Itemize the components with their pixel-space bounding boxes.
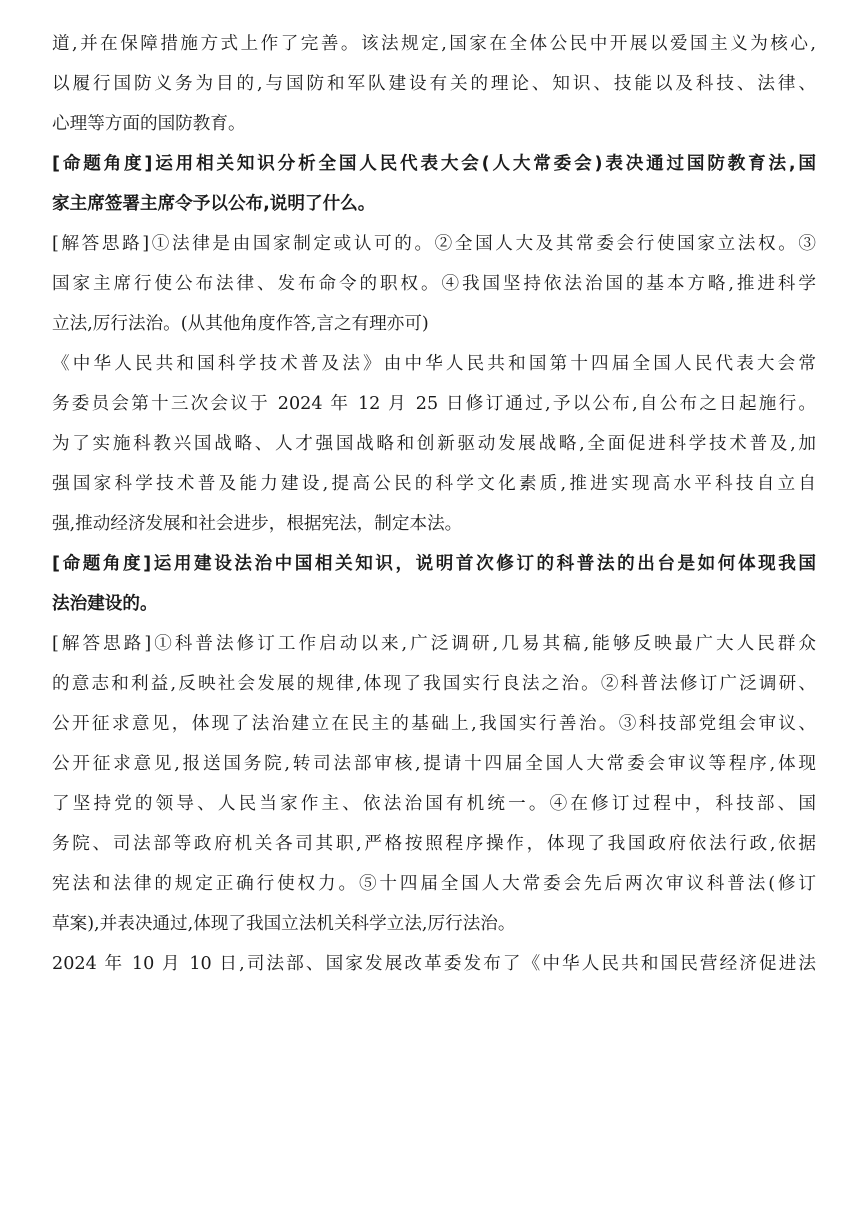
question-angle-heading: 家主席签署主席令予以公布,说明了什么。 (52, 194, 376, 214)
answer-approach-line: [解答思路]①科普法修订工作启动以来,广泛调研,几易其稿,能够反映最广大人民群众 (52, 634, 816, 654)
paragraph-line: 强国家科学技术普及能力建设,提高公民的科学文化素质,推进实现高水平科技自立自 (52, 474, 816, 494)
question-angle-heading: [命题角度]运用相关知识分析全国人民代表大会(人大常委会)表决通过国防教育法,国 (52, 154, 816, 174)
paragraph-line: 《中华人民共和国科学技术普及法》由中华人民共和国第十四届全国人民代表大会常 (52, 354, 816, 374)
paragraph-line: 心理等方面的国防教育。 (52, 114, 246, 134)
paragraph-line: 强,推动经济发展和社会进步，根据宪法，制定本法。 (52, 514, 463, 534)
answer-approach-line: 务院、司法部等政府机关各司其职,严格按照程序操作，体现了我国政府依法行政,依据 (52, 834, 816, 854)
document-page (52, 24, 816, 984)
question-angle-heading: [命题角度]运用建设法治中国相关知识，说明首次修订的科普法的出台是如何体现我国 (52, 554, 816, 574)
paragraph-line: 务委员会第十三次会议于 2024 年 12 月 25 日修订通过,予以公布,自公布之日起施行。 (52, 394, 816, 414)
answer-approach-line: 立法,厉行法治。(从其他角度作答,言之有理亦可) (52, 314, 429, 334)
answer-approach-line: 草案),并表决通过,体现了我国立法机关科学立法,厉行法治。 (52, 914, 516, 934)
answer-approach-line: 了坚持党的领导、人民当家作主、依法治国有机统一。④在修订过程中，科技部、国 (52, 794, 816, 814)
paragraph-line: 为了实施科教兴国战略、人才强国战略和创新驱动发展战略,全面促进科学技术普及,加 (52, 434, 816, 454)
answer-approach-line: 的意志和利益,反映社会发展的规律,体现了我国实行良法之治。②科普法修订广泛调研、 (52, 674, 816, 694)
paragraph-line: 道,并在保障措施方式上作了完善。该法规定,国家在全体公民中开展以爱国主义为核心, (52, 34, 816, 54)
paragraph-line: 2024 年 10 月 10 日,司法部、国家发展改革委发布了《中华人民共和国民营经济促进法 (52, 954, 816, 974)
answer-approach-line: 公开征求意见,报送国务院,转司法部审核,提请十四届全国人大常委会审议等程序,体现 (52, 754, 816, 774)
question-angle-heading: 法治建设的。 (52, 594, 158, 614)
answer-approach-line: [解答思路]①法律是由国家制定或认可的。②全国人大及其常委会行使国家立法权。③ (52, 234, 816, 254)
answer-approach-line: 公开征求意见，体现了法治建立在民主的基础上,我国实行善治。③科技部党组会审议、 (52, 714, 816, 734)
answer-approach-line: 国家主席行使公布法律、发布命令的职权。④我国坚持依法治国的基本方略,推进科学 (52, 274, 816, 294)
answer-approach-line: 宪法和法律的规定正确行使权力。⑤十四届全国人大常委会先后两次审议科普法(修订 (52, 874, 816, 894)
paragraph-line: 以履行国防义务为目的,与国防和军队建设有关的理论、知识、技能以及科技、法律、 (52, 74, 816, 94)
